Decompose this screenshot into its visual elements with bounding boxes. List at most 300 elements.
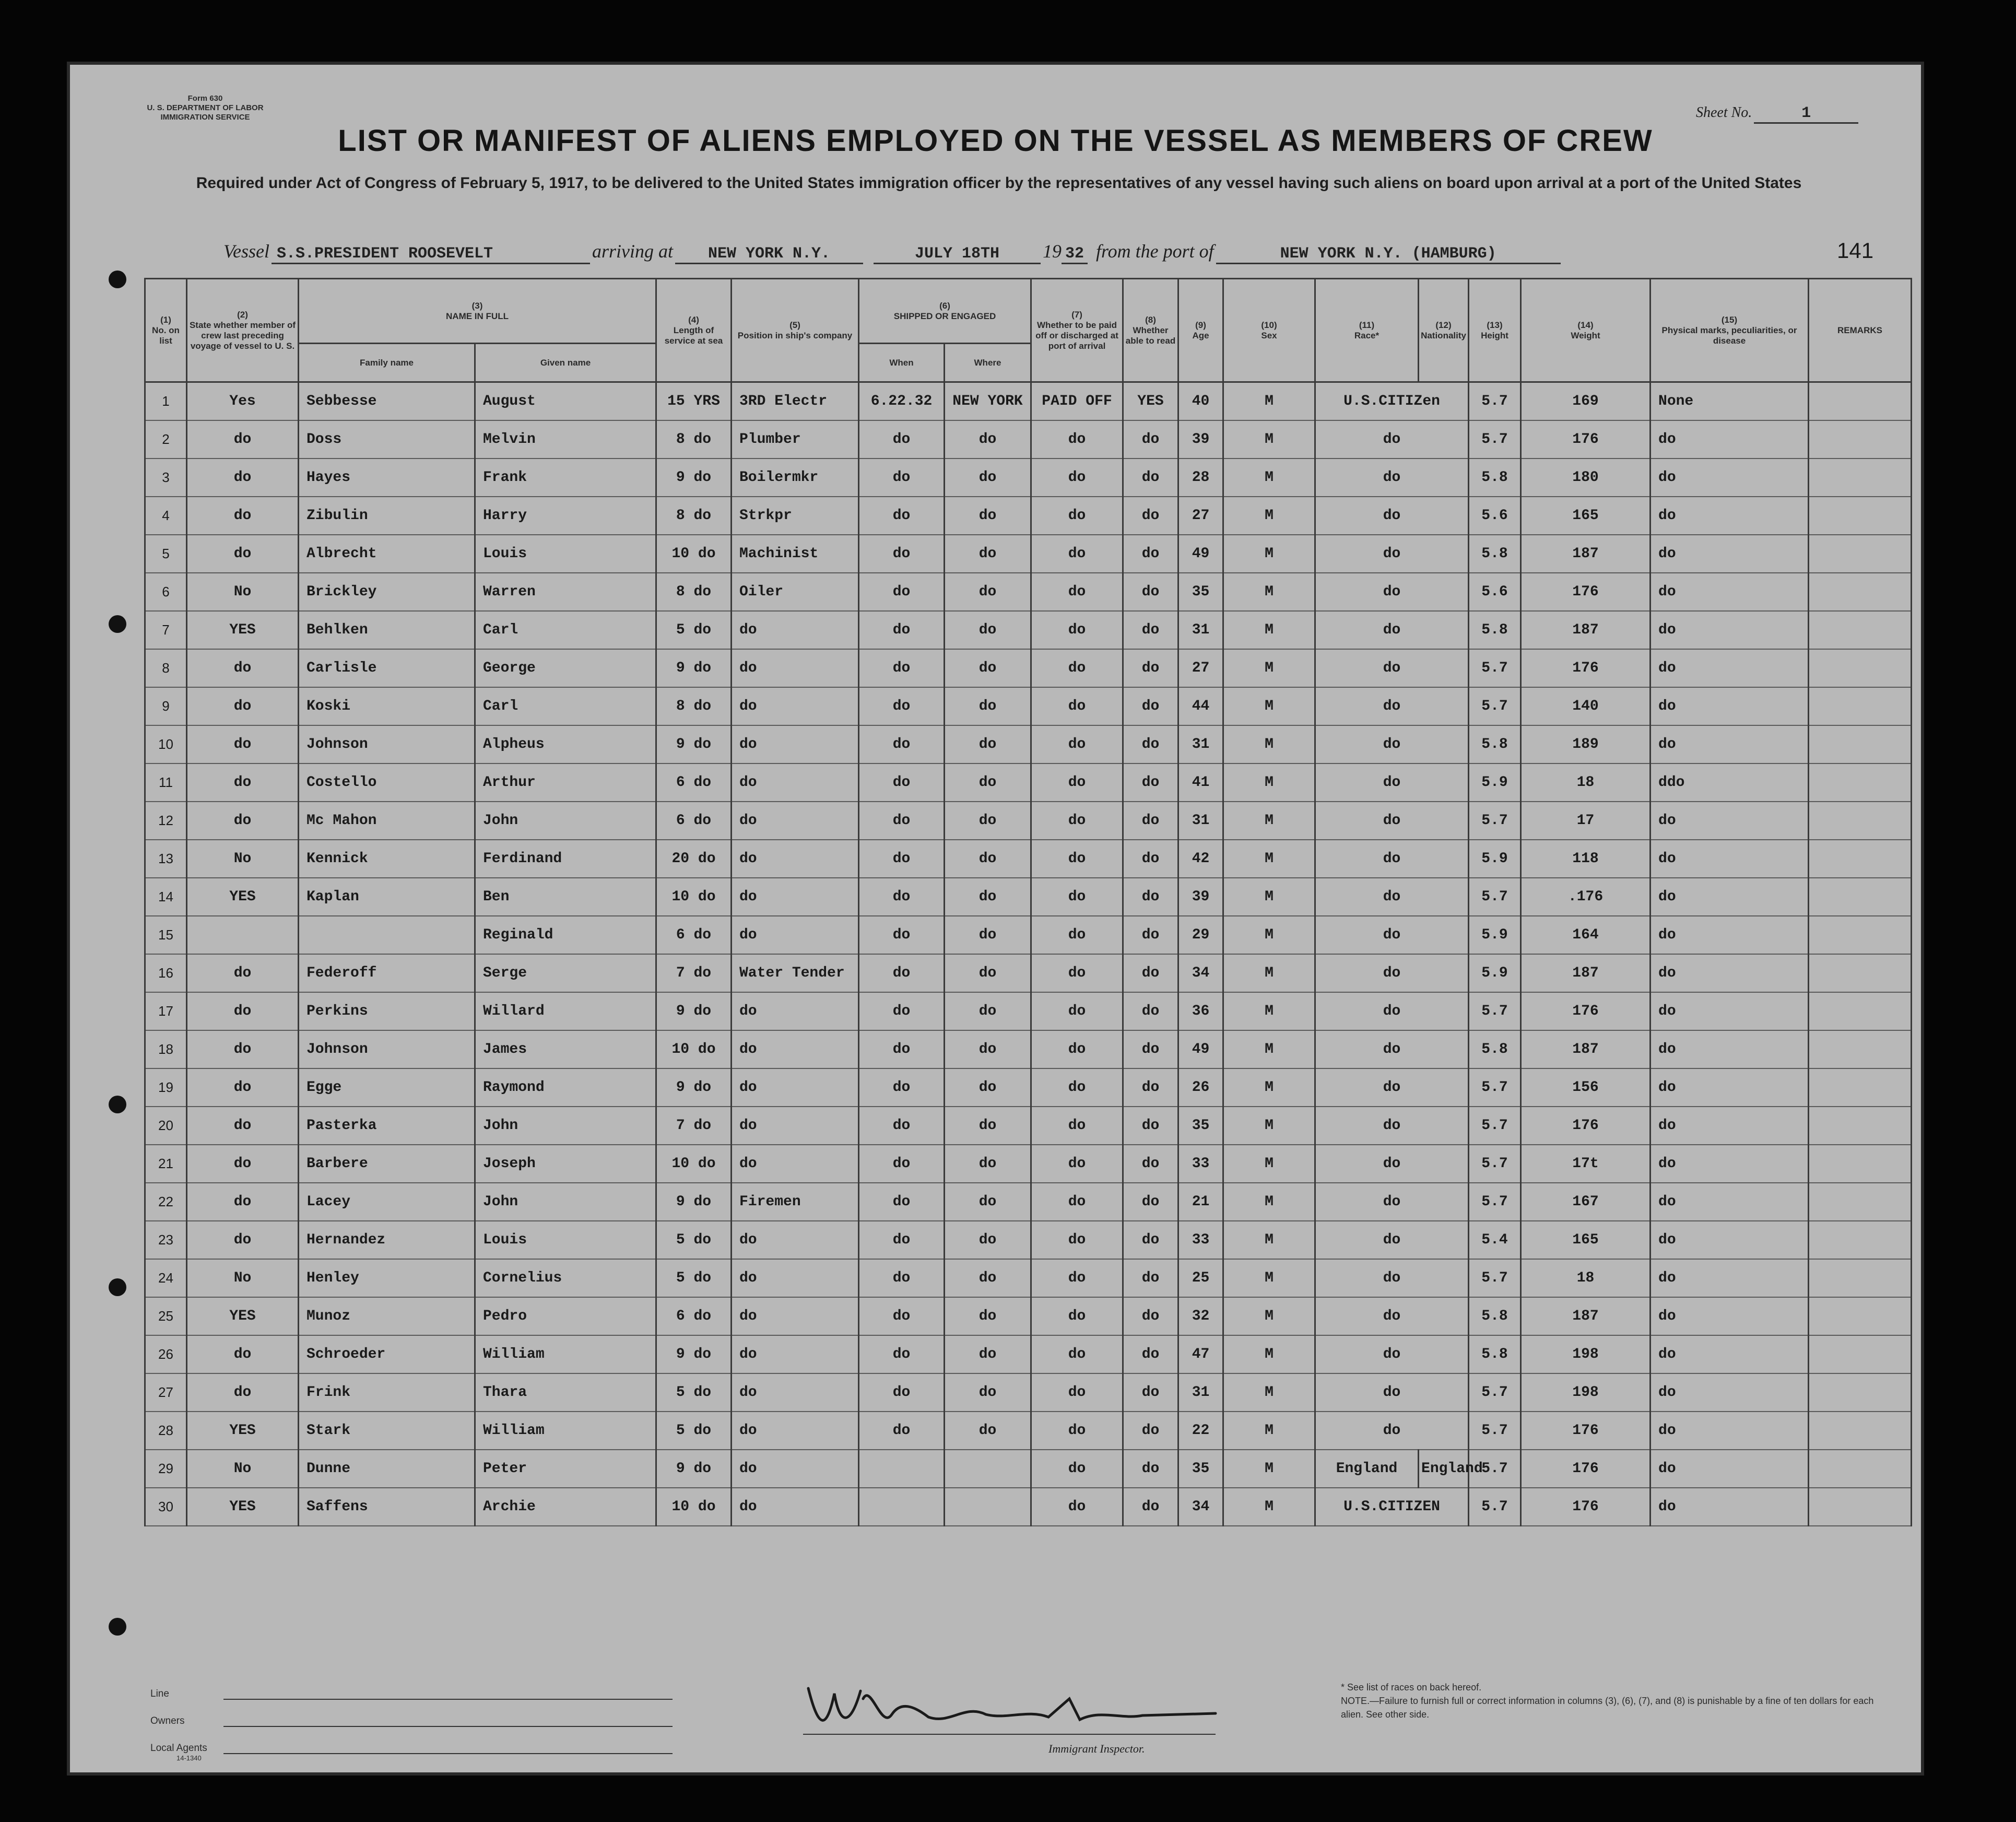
position-cell: do: [732, 1335, 859, 1373]
row-number: 30: [145, 1488, 187, 1526]
physical-cell: do: [1650, 1259, 1809, 1297]
table-row: [145, 420, 1912, 459]
table-row: [145, 1412, 1912, 1450]
height-cell: 5.6: [1469, 573, 1521, 611]
when-cell: do: [859, 649, 945, 687]
sex-cell: M: [1223, 1068, 1315, 1107]
state-cell: do: [187, 459, 299, 497]
able-read-cell: do: [1123, 992, 1178, 1030]
given-name-cell: Ben: [475, 878, 656, 916]
age-cell: 26: [1178, 1068, 1223, 1107]
when-cell: do: [859, 535, 945, 573]
position-cell: 3RD Electr: [732, 382, 859, 421]
when-cell: do: [859, 497, 945, 535]
given-name-cell: Ferdinand: [475, 840, 656, 878]
physical-cell: do: [1650, 535, 1809, 573]
given-name-cell: Raymond: [475, 1068, 656, 1107]
sheet-number: 1: [1754, 104, 1858, 124]
line-field: [223, 1699, 673, 1700]
age-cell: 33: [1178, 1221, 1223, 1259]
state-cell: [187, 916, 299, 954]
position-cell: do: [732, 1030, 859, 1068]
race-cell: do: [1315, 1221, 1469, 1259]
position-cell: do: [732, 1412, 859, 1450]
physical-cell: do: [1650, 916, 1809, 954]
height-cell: 5.7: [1469, 687, 1521, 725]
age-cell: 31: [1178, 1373, 1223, 1412]
position-cell: do: [732, 687, 859, 725]
col-header-when: When: [859, 344, 945, 382]
state-cell: YES: [187, 1297, 299, 1335]
table-row: [145, 1450, 1912, 1488]
length-cell: 9 do: [656, 1335, 732, 1373]
physical-cell: do: [1650, 954, 1809, 992]
age-cell: 27: [1178, 497, 1223, 535]
sex-cell: M: [1223, 1145, 1315, 1183]
weight-cell: .176: [1521, 878, 1650, 916]
row-number: 26: [145, 1335, 187, 1373]
row-number: 8: [145, 649, 187, 687]
able-read-cell: do: [1123, 1183, 1178, 1221]
agents-field: [223, 1753, 673, 1754]
paid-off-cell: do: [1031, 992, 1123, 1030]
able-read-cell: do: [1123, 611, 1178, 649]
arrival-year: 32: [1062, 245, 1088, 264]
length-cell: 9 do: [656, 725, 732, 763]
row-number: 24: [145, 1259, 187, 1297]
table-row: [145, 573, 1912, 611]
sex-cell: M: [1223, 1335, 1315, 1373]
height-cell: 5.4: [1469, 1221, 1521, 1259]
height-cell: 5.8: [1469, 535, 1521, 573]
sex-cell: M: [1223, 1373, 1315, 1412]
where-cell: do: [945, 992, 1031, 1030]
race-cell: do: [1315, 649, 1469, 687]
state-cell: No: [187, 1259, 299, 1297]
race-cell: do: [1315, 459, 1469, 497]
state-cell: YES: [187, 611, 299, 649]
physical-cell: do: [1650, 420, 1809, 459]
sex-cell: M: [1223, 1107, 1315, 1145]
weight-cell: 180: [1521, 459, 1650, 497]
remarks-cell: [1809, 1221, 1912, 1259]
given-name-cell: John: [475, 1107, 656, 1145]
state-cell: do: [187, 687, 299, 725]
state-cell: do: [187, 1335, 299, 1373]
when-cell: do: [859, 1183, 945, 1221]
sex-cell: M: [1223, 954, 1315, 992]
position-cell: do: [732, 916, 859, 954]
age-cell: 40: [1178, 382, 1223, 421]
race-cell: U.S.CITIZen: [1315, 382, 1469, 421]
length-cell: 5 do: [656, 1373, 732, 1412]
page-number: 141: [1837, 238, 1874, 263]
when-cell: do: [859, 459, 945, 497]
when-cell: do: [859, 1297, 945, 1335]
col-header-physical: (15) Physical marks, peculiarities, or disease: [1650, 279, 1809, 382]
given-name-cell: Carl: [475, 687, 656, 725]
col-header-position: (5) Position in ship's company: [732, 279, 859, 382]
family-name-cell: Munoz: [299, 1297, 475, 1335]
able-read-cell: do: [1123, 1068, 1178, 1107]
height-cell: 5.9: [1469, 954, 1521, 992]
height-cell: 5.8: [1469, 725, 1521, 763]
weight-cell: 18: [1521, 1259, 1650, 1297]
position-cell: do: [732, 1259, 859, 1297]
height-cell: 5.9: [1469, 840, 1521, 878]
remarks-cell: [1809, 459, 1912, 497]
sex-cell: M: [1223, 649, 1315, 687]
where-cell: do: [945, 725, 1031, 763]
able-read-cell: do: [1123, 1030, 1178, 1068]
family-name-cell: Carlisle: [299, 649, 475, 687]
sex-cell: M: [1223, 687, 1315, 725]
remarks-cell: [1809, 1488, 1912, 1526]
given-name-cell: Peter: [475, 1450, 656, 1488]
physical-cell: do: [1650, 459, 1809, 497]
length-cell: 10 do: [656, 1145, 732, 1183]
given-name-cell: John: [475, 802, 656, 840]
age-cell: 35: [1178, 573, 1223, 611]
height-cell: 5.7: [1469, 1412, 1521, 1450]
binder-hole: [109, 1618, 126, 1636]
able-read-cell: do: [1123, 1488, 1178, 1526]
length-cell: 9 do: [656, 459, 732, 497]
binder-hole: [109, 1096, 126, 1113]
remarks-cell: [1809, 649, 1912, 687]
table-row: [145, 916, 1912, 954]
table-row: [145, 1335, 1912, 1373]
remarks-cell: [1809, 878, 1912, 916]
physical-cell: do: [1650, 687, 1809, 725]
height-cell: 5.7: [1469, 1183, 1521, 1221]
race-cell: do: [1315, 1030, 1469, 1068]
family-name-cell: Costello: [299, 763, 475, 802]
remarks-cell: [1809, 687, 1912, 725]
col-header-height: (13) Height: [1469, 279, 1521, 382]
form-header-block: [145, 94, 265, 122]
given-name-cell: Pedro: [475, 1297, 656, 1335]
length-cell: 8 do: [656, 497, 732, 535]
where-cell: do: [945, 916, 1031, 954]
height-cell: 5.7: [1469, 802, 1521, 840]
paid-off-cell: do: [1031, 916, 1123, 954]
physical-cell: do: [1650, 878, 1809, 916]
physical-cell: do: [1650, 1373, 1809, 1412]
height-cell: 5.8: [1469, 1297, 1521, 1335]
able-read-cell: do: [1123, 916, 1178, 954]
given-name-cell: John: [475, 1183, 656, 1221]
sheet-label: Sheet No.: [1696, 104, 1752, 121]
able-read-cell: do: [1123, 1373, 1178, 1412]
row-number: 5: [145, 535, 187, 573]
able-read-cell: do: [1123, 459, 1178, 497]
state-cell: do: [187, 497, 299, 535]
when-cell: do: [859, 1412, 945, 1450]
physical-cell: None: [1650, 382, 1809, 421]
line-label: Line: [150, 1688, 169, 1699]
state-cell: No: [187, 573, 299, 611]
paid-off-cell: do: [1031, 878, 1123, 916]
able-read-cell: do: [1123, 420, 1178, 459]
where-cell: do: [945, 535, 1031, 573]
height-cell: 5.7: [1469, 1450, 1521, 1488]
able-read-cell: do: [1123, 954, 1178, 992]
remarks-cell: [1809, 1068, 1912, 1107]
row-number: 29: [145, 1450, 187, 1488]
length-cell: 9 do: [656, 1068, 732, 1107]
row-number: 7: [145, 611, 187, 649]
race-cell: do: [1315, 878, 1469, 916]
position-cell: do: [732, 1221, 859, 1259]
sex-cell: M: [1223, 763, 1315, 802]
height-cell: 5.7: [1469, 382, 1521, 421]
row-number: 17: [145, 992, 187, 1030]
paid-off-cell: do: [1031, 611, 1123, 649]
when-cell: do: [859, 1259, 945, 1297]
state-cell: do: [187, 763, 299, 802]
when-cell: 6.22.32: [859, 382, 945, 421]
when-cell: do: [859, 611, 945, 649]
state-cell: YES: [187, 878, 299, 916]
weight-cell: 164: [1521, 916, 1650, 954]
sex-cell: M: [1223, 992, 1315, 1030]
age-cell: 49: [1178, 535, 1223, 573]
table-row: [145, 802, 1912, 840]
row-number: 19: [145, 1068, 187, 1107]
col-header-paid-off: (7) Whether to be paid off or discharged at port of arrival: [1031, 279, 1123, 382]
height-cell: 5.7: [1469, 878, 1521, 916]
given-name-cell: Archie: [475, 1488, 656, 1526]
col-header-length: (4) Length of service at sea: [656, 279, 732, 382]
sheet-number-block: [1696, 104, 1915, 124]
age-cell: 36: [1178, 992, 1223, 1030]
when-cell: do: [859, 687, 945, 725]
able-read-cell: do: [1123, 535, 1178, 573]
family-name-cell: Kennick: [299, 840, 475, 878]
table-row: [145, 1107, 1912, 1145]
family-name-cell: Johnson: [299, 1030, 475, 1068]
row-number: 12: [145, 802, 187, 840]
row-number: 28: [145, 1412, 187, 1450]
page-subtitle: Required under Act of Congress of February 5, 1917, to be delivered to the United States immigration officer by the representatives of any vessel having such aliens on board upon arrival at a port of the United States: [196, 174, 1802, 192]
position-cell: Water Tender: [732, 954, 859, 992]
age-cell: 22: [1178, 1412, 1223, 1450]
physical-cell: do: [1650, 992, 1809, 1030]
paid-off-cell: do: [1031, 1068, 1123, 1107]
weight-cell: 167: [1521, 1183, 1650, 1221]
family-name-cell: Pasterka: [299, 1107, 475, 1145]
age-cell: 41: [1178, 763, 1223, 802]
position-cell: Boilermkr: [732, 459, 859, 497]
sex-cell: M: [1223, 802, 1315, 840]
given-name-cell: Reginald: [475, 916, 656, 954]
state-cell: do: [187, 1030, 299, 1068]
weight-cell: 187: [1521, 1030, 1650, 1068]
given-name-cell: Alpheus: [475, 725, 656, 763]
sex-cell: M: [1223, 1030, 1315, 1068]
height-cell: 5.6: [1469, 497, 1521, 535]
physical-cell: do: [1650, 497, 1809, 535]
row-number: 9: [145, 687, 187, 725]
race-cell: do: [1315, 725, 1469, 763]
race-cell: do: [1315, 1335, 1469, 1373]
race-cell: do: [1315, 1145, 1469, 1183]
state-cell: No: [187, 840, 299, 878]
table-row: [145, 649, 1912, 687]
paid-off-cell: PAID OFF: [1031, 382, 1123, 421]
family-name-cell: Koski: [299, 687, 475, 725]
race-cell: do: [1315, 535, 1469, 573]
length-cell: 15 YRS: [656, 382, 732, 421]
remarks-cell: [1809, 1259, 1912, 1297]
row-number: 22: [145, 1183, 187, 1221]
family-name-cell: Perkins: [299, 992, 475, 1030]
where-cell: do: [945, 1107, 1031, 1145]
position-cell: do: [732, 1488, 859, 1526]
arriving-port: NEW YORK N.Y.: [675, 245, 863, 264]
when-cell: do: [859, 1068, 945, 1107]
age-cell: 49: [1178, 1030, 1223, 1068]
physical-cell: do: [1650, 725, 1809, 763]
given-name-cell: Serge: [475, 954, 656, 992]
where-cell: do: [945, 1297, 1031, 1335]
height-cell: 5.8: [1469, 1030, 1521, 1068]
vessel-line: [223, 240, 1816, 266]
paid-off-cell: do: [1031, 420, 1123, 459]
binder-hole: [109, 271, 126, 288]
paid-off-cell: do: [1031, 535, 1123, 573]
footer-notes: [1341, 1680, 1894, 1721]
remarks-cell: [1809, 916, 1912, 954]
paid-off-cell: do: [1031, 840, 1123, 878]
col-header-name: (3) NAME IN FULL: [299, 279, 656, 344]
height-cell: 5.8: [1469, 459, 1521, 497]
where-cell: do: [945, 611, 1031, 649]
physical-cell: ddo: [1650, 763, 1809, 802]
family-name-cell: Egge: [299, 1068, 475, 1107]
form-number: Form 630: [187, 94, 223, 103]
family-name-cell: Henley: [299, 1259, 475, 1297]
paid-off-cell: do: [1031, 1412, 1123, 1450]
physical-cell: do: [1650, 840, 1809, 878]
length-cell: 8 do: [656, 420, 732, 459]
table-row: [145, 1183, 1912, 1221]
height-cell: 5.7: [1469, 1373, 1521, 1412]
remarks-cell: [1809, 1335, 1912, 1373]
col-header-weight: (14) Weight: [1521, 279, 1650, 382]
race-cell: do: [1315, 1107, 1469, 1145]
remarks-cell: [1809, 802, 1912, 840]
race-cell: do: [1315, 1068, 1469, 1107]
length-cell: 10 do: [656, 535, 732, 573]
table-row: [145, 1259, 1912, 1297]
given-name-cell: Arthur: [475, 763, 656, 802]
when-cell: do: [859, 1335, 945, 1373]
given-name-cell: Thara: [475, 1373, 656, 1412]
agents-label: Local Agents: [150, 1743, 207, 1754]
remarks-cell: [1809, 992, 1912, 1030]
row-number: 18: [145, 1030, 187, 1068]
able-read-cell: YES: [1123, 382, 1178, 421]
where-cell: do: [945, 649, 1031, 687]
remarks-cell: [1809, 1183, 1912, 1221]
when-cell: do: [859, 802, 945, 840]
race-cell: do: [1315, 954, 1469, 992]
col-header-nationality: (12) Nationality: [1419, 279, 1469, 382]
length-cell: 7 do: [656, 954, 732, 992]
state-cell: do: [187, 1183, 299, 1221]
where-cell: do: [945, 1068, 1031, 1107]
paid-off-cell: do: [1031, 1221, 1123, 1259]
sex-cell: M: [1223, 611, 1315, 649]
family-name-cell: Albrecht: [299, 535, 475, 573]
weight-cell: 176: [1521, 992, 1650, 1030]
weight-cell: 18: [1521, 763, 1650, 802]
row-number: 4: [145, 497, 187, 535]
sex-cell: M: [1223, 1412, 1315, 1450]
age-cell: 32: [1178, 1297, 1223, 1335]
state-cell: YES: [187, 1488, 299, 1526]
given-name-cell: James: [475, 1030, 656, 1068]
paid-off-cell: do: [1031, 1335, 1123, 1373]
physical-cell: do: [1650, 1145, 1809, 1183]
age-cell: 33: [1178, 1145, 1223, 1183]
row-number: 25: [145, 1297, 187, 1335]
table-row: [145, 763, 1912, 802]
physical-cell: do: [1650, 649, 1809, 687]
race-cell: do: [1315, 992, 1469, 1030]
paid-off-cell: do: [1031, 1145, 1123, 1183]
remarks-cell: [1809, 1450, 1912, 1488]
age-cell: 27: [1178, 649, 1223, 687]
weight-cell: 176: [1521, 1488, 1650, 1526]
age-cell: 35: [1178, 1107, 1223, 1145]
height-cell: 5.7: [1469, 649, 1521, 687]
age-cell: 31: [1178, 611, 1223, 649]
able-read-cell: do: [1123, 1297, 1178, 1335]
when-cell: do: [859, 573, 945, 611]
row-number: 21: [145, 1145, 187, 1183]
where-cell: do: [945, 1259, 1031, 1297]
family-name-cell: Hayes: [299, 459, 475, 497]
given-name-cell: Joseph: [475, 1145, 656, 1183]
weight-cell: 198: [1521, 1335, 1650, 1373]
length-cell: 5 do: [656, 611, 732, 649]
row-number: 1: [145, 382, 187, 421]
age-cell: 21: [1178, 1183, 1223, 1221]
position-cell: do: [732, 1068, 859, 1107]
able-read-cell: do: [1123, 763, 1178, 802]
binder-hole: [109, 1278, 126, 1296]
position-cell: do: [732, 1450, 859, 1488]
given-name-cell: William: [475, 1335, 656, 1373]
state-cell: do: [187, 725, 299, 763]
able-read-cell: do: [1123, 878, 1178, 916]
table-row: [145, 535, 1912, 573]
race-cell: do: [1315, 802, 1469, 840]
where-cell: NEW YORK: [945, 382, 1031, 421]
age-cell: 35: [1178, 1450, 1223, 1488]
remarks-cell: [1809, 1373, 1912, 1412]
given-name-cell: William: [475, 1412, 656, 1450]
table-row: [145, 840, 1912, 878]
physical-cell: do: [1650, 573, 1809, 611]
physical-cell: do: [1650, 1450, 1809, 1488]
age-cell: 25: [1178, 1259, 1223, 1297]
row-number: 6: [145, 573, 187, 611]
when-cell: do: [859, 420, 945, 459]
